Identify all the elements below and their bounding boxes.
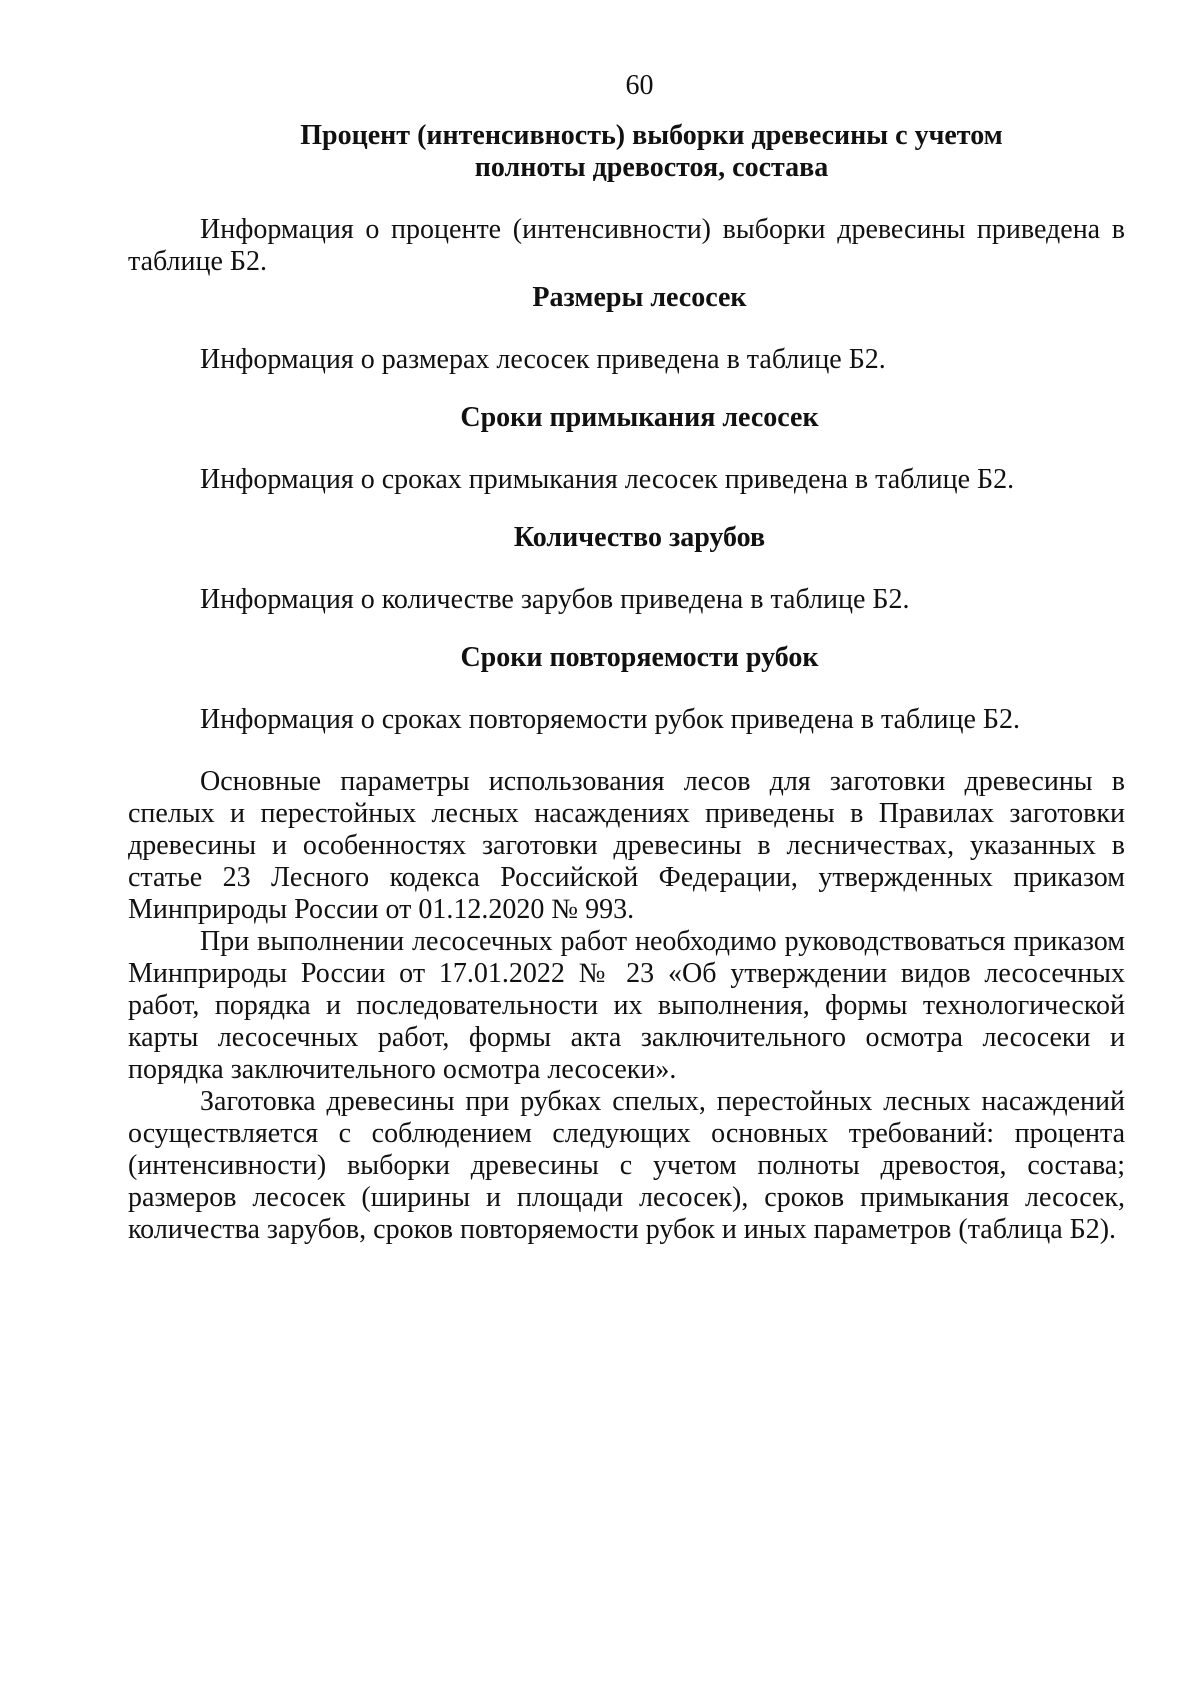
section-text-percent: Информация о проценте (интенсивности) выборки древесины приведена в таблице Б2. — [128, 214, 1125, 277]
body-paragraph-harvesting-requirements: Заготовка древесины при рубках спелых, перестойных лесных насаждений осуществляется с соблюдением следующих основных требований: процента (интенсивности) выборки древесины с учетом полноты древостоя, состава; размеров лесосек (ширины и площади лесосек), сроков примыкания лесосек, количества зарубов, сроков повторяемости рубок и иных параметров (таблица Б2). — [128, 1086, 1125, 1245]
body-paragraph-main-parameters: Основные параметры использования лесов для заготовки древесины в спелых и перестойных лесных насаждениях приведены в Правилах заготовки древесины и особенностях заготовки древесины в лесничествах, указанных в статье 23 Лесного кодекса Российской Федерации, утвержденных приказом Минприроды России от 01.12.2020 № 993. — [128, 766, 1125, 925]
section-heading-percent: Процент (интенсивность) выборки древесины с учетом полноты древостоя, состава — [300, 120, 1003, 183]
body-paragraph-logging-works: При выполнении лесосечных работ необходимо руководствоваться приказом Минприроды России от 17.01.2022 № 23 «Об утверждении видов лесосечных работ, порядка и последовательности их выполнения, формы технологической карты лесосечных работ, формы акта заключительного осмотра лесосеки и порядка заключительного осмотра лесосеки». — [128, 926, 1125, 1085]
section-heading-cuts-count: Количество зарубов — [513, 522, 766, 553]
section-text-cuts-count: Информация о количестве зарубов приведена в таблице Б2. — [200, 584, 910, 615]
section-heading-repeat-periods: Сроки повторяемости рубок — [460, 642, 819, 673]
section-heading-adjacency: Сроки примыкания лесосек — [460, 402, 819, 433]
section-text-sizes: Информация о размерах лесосек приведена в таблице Б2. — [200, 344, 886, 375]
section-heading-sizes: Размеры лесосек — [532, 282, 747, 313]
page-number: 60 — [625, 70, 654, 101]
section-text-repeat-periods: Информация о сроках повторяемости рубок приведена в таблице Б2. — [200, 704, 1021, 735]
section-text-adjacency: Информация о сроках примыкания лесосек приведена в таблице Б2. — [200, 464, 1015, 495]
page-content — [128, 70, 1125, 1246]
